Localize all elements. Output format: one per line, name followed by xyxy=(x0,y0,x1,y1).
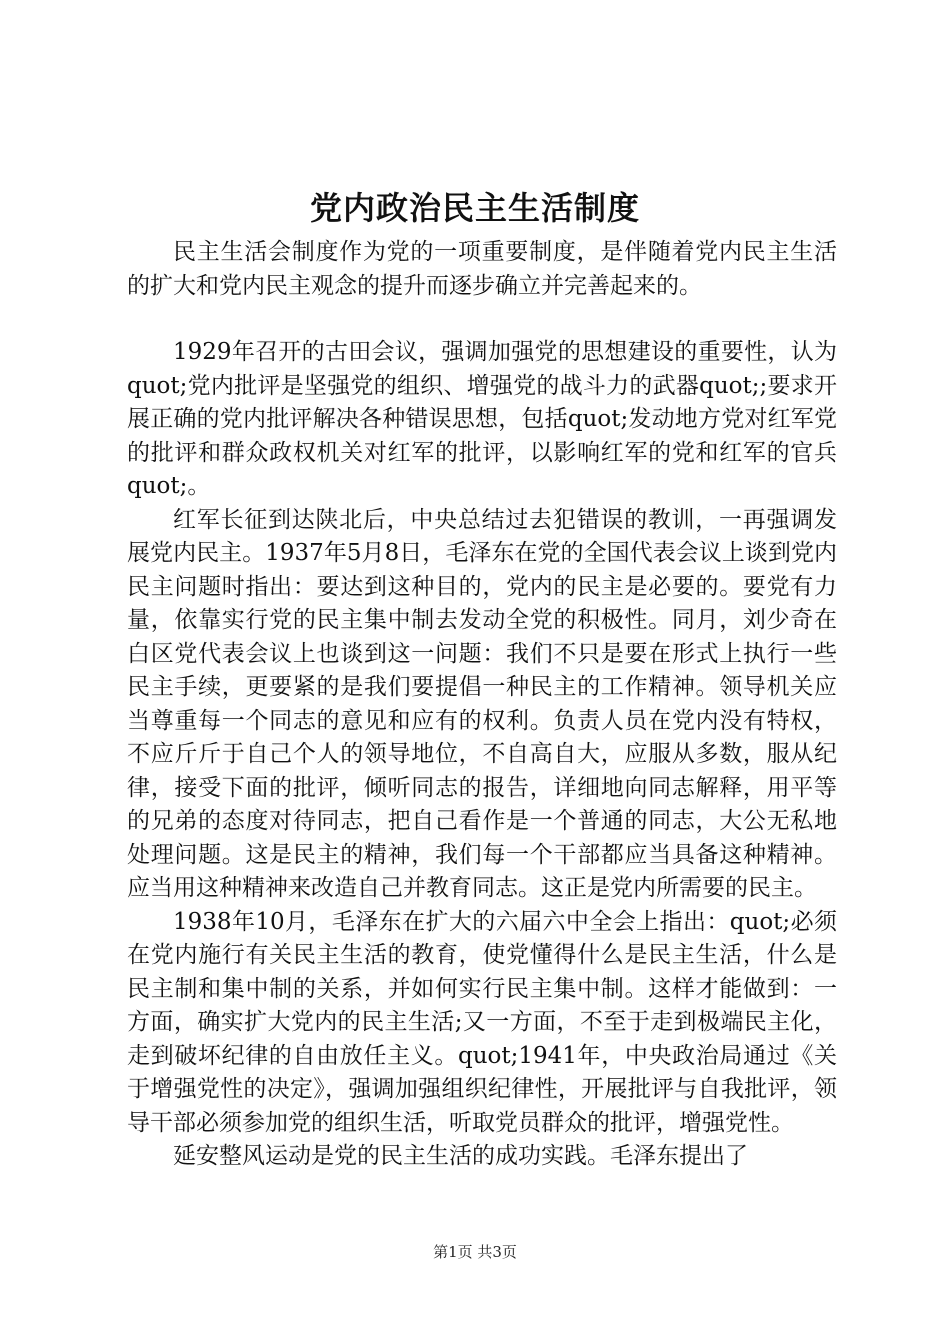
document-title: 党内政治民主生活制度 xyxy=(309,189,640,227)
paragraph-1: 民主生活会制度作为党的一项重要制度，是伴随着党内民主生活的扩大和党内民主观念的提升而逐步确立并完善起来的。 xyxy=(127,239,837,299)
page-number-footer: 第1页 共3页 xyxy=(433,1243,517,1261)
paragraph-2: 1929年召开的古田会议，强调加强党的思想建设的重要性，认为quot;党内批评是坚强党的组织、增强党的战斗力的武器quot;;要求开展正确的党内批评解决各种错误思想，包括quot;发动地方党对红军党的批评和群众政权机关对红军的批评，以影响红军的党和红军的官兵quot;。 xyxy=(127,339,837,499)
paragraph-5: 延安整风运动是党的民主生活的成功实践。毛泽东提出了 xyxy=(173,1143,748,1169)
paragraph-4: 1938年10月，毛泽东在扩大的六届六中全会上指出：quot;必须在党内施行有关民主生活的教育，使党懂得什么是民主生活，什么是民主制和集中制的关系，并如何实行民主集中制。这样才能做到：一方面，确实扩大党内的民主生活;又一方面，不至于走到极端民主化，走到破坏纪律的自由放任主义。quot;1941年，中央政治局通过《关于增强党性的决定》，强调加强组织纪律性，开展批评与自我批评，领导干部必须参加党的组织生活，听取党员群众的批评，增强党性。 xyxy=(127,908,837,1136)
paragraph-3: 红军长征到达陕北后，中央总结过去犯错误的教训，一再强调发展党内民主。1937年5月8日，毛泽东在党的全国代表会议上谈到党内民主问题时指出：要达到这种目的，党内的民主是必要的。要党有力量，依靠实行党的民主集中制去发动全党的积极性。同月，刘少奇在白区党代表会议上也谈到这一问题：我们不只是要在形式上执行一些民主手续，更要紧的是我们要提倡一种民主的工作精神。领导机关应当尊重每一个同志的意见和应有的权利。负责人员在党内没有特权，不应斤斤于自己个人的领导地位，不自高自大，应服从多数，服从纪律，接受下面的批评，倾听同志的报告，详细地向同志解释，用平等的兄弟的态度对待同志，把自己看作是一个普通的同志，大公无私地处理问题。这是民主的精神，我们每一个干部都应当具备这种精神。应当用这种精神来改造自己并教育同志。这正是党内所需要的民主。 xyxy=(127,506,837,901)
document-body xyxy=(127,236,837,1174)
